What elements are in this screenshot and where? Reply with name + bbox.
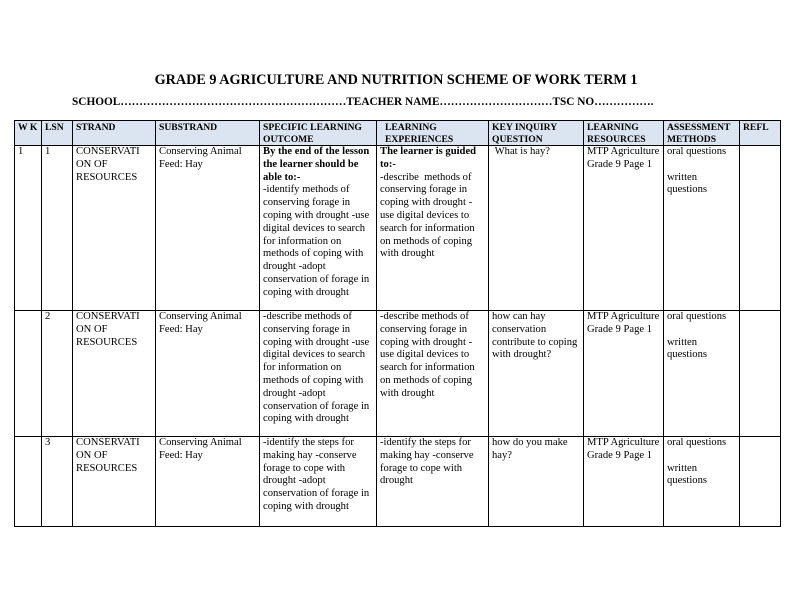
cell-learning-resources: MTP Agriculture Grade 9 Page 1 [584,311,664,437]
cell-specific-learning-outcome [260,146,377,311]
header-assessment-methods: ASSESSMENT METHODS [664,121,740,146]
cell-substrand: Conserving Animal Feed: Hay [156,437,260,527]
cell-reflection [740,146,781,311]
cell-strand: CONSERVATI ON OF RESOURCES [73,146,156,311]
cell-lsn: 3 [42,437,73,527]
cell-key-inquiry-question: What is hay? [489,146,584,311]
le-text: -describe methods of conserving forage in coping with drought -use digital devices to search for information on methods of coping with drought [380,171,478,260]
cell-key-inquiry-question: how do you make hay? [489,437,584,527]
cell-lsn: 1 [42,146,73,311]
cell-assessment-methods [664,311,740,437]
le-intro: The learner is guided to:- [380,146,479,170]
assessment-written: written questions [667,336,708,361]
cell-reflection [740,311,781,437]
header-reflection: REFL [740,121,781,146]
document-title: GRADE 9 AGRICULTURE AND NUTRITION SCHEME OF WORK TERM 1 [154,72,638,88]
cell-specific-learning-outcome: -identify the steps for making hay -conserve forage to cope with drought -adopt conservation of forage in coping with drought [260,437,377,527]
assessment-oral: oral questions [667,437,727,448]
scheme-of-work-table [14,120,781,527]
cell-assessment-methods [664,146,740,311]
table-row [15,437,781,527]
header-strand: STRAND [73,121,156,146]
slo-text: -identify methods of conserving forage in coping with drought -use digital devices to search for information on methods of coping with drought -adopt conservation of forage in coping with drought [263,184,372,298]
header-row [15,121,781,146]
cell-strand: CONSERVATI ON OF RESOURCES [73,311,156,437]
cell-learning-experiences: -describe methods of conserving forage in coping with drought -use digital devices to search for information on methods of coping with drought [377,311,489,437]
cell-strand: CONSERVATI ON OF RESOURCES [73,437,156,527]
cell-substrand: Conserving Animal Feed: Hay [156,146,260,311]
header-wk: W K [15,121,42,146]
cell-wk [15,437,42,527]
cell-learning-experiences: -identify the steps for making hay -conserve forage to cope with drought [377,437,489,527]
header-key-inquiry-question: KEY INQUIRY QUESTION [489,121,584,146]
cell-learning-experiences [377,146,489,311]
cell-assessment-methods [664,437,740,527]
cell-wk [15,311,42,437]
assessment-written: written questions [667,171,708,196]
assessment-oral: oral questions [667,146,727,157]
header-lsn: LSN [42,121,73,146]
cell-lsn: 2 [42,311,73,437]
assessment-written: written questions [667,462,708,487]
cell-learning-resources: MTP Agriculture Grade 9 Page 1 [584,146,664,311]
cell-specific-learning-outcome: -describe methods of conserving forage in coping with drought -use digital devices to search for information on methods of coping with drought -adopt conservation of forage in coping with drought [260,311,377,437]
table-row [15,146,781,311]
header-learning-resources: LEARNING RESOURCES [584,121,664,146]
header-learning-experiences: LEARNING EXPERIENCES [377,121,489,146]
assessment-oral: oral questions [667,311,727,322]
cell-reflection [740,437,781,527]
cell-wk: 1 [15,146,42,311]
cell-learning-resources: MTP Agriculture Grade 9 Page 1 [584,437,664,527]
table-row [15,311,781,437]
slo-intro: By the end of the lesson the learner should be able to:- [263,146,372,183]
school-teacher-tsc-line: SCHOOL……………………………………………………TEACHER NAME…………………………TSC NO……………. [72,96,654,108]
cell-substrand: Conserving Animal Feed: Hay [156,311,260,437]
cell-key-inquiry-question: how can hay conservation contribute to coping with drought? [489,311,584,437]
header-substrand: SUBSTRAND [156,121,260,146]
header-specific-learning-outcome: SPECIFIC LEARNING OUTCOME [260,121,377,146]
